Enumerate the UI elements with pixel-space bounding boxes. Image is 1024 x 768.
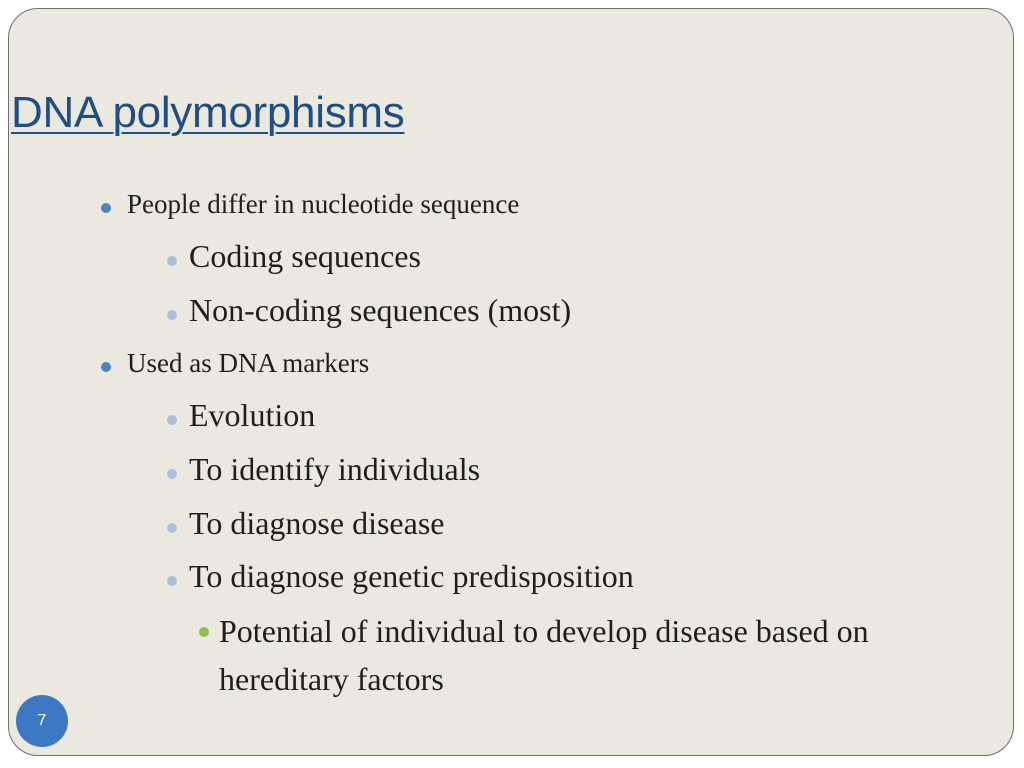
bullet-dot-icon: [167, 576, 177, 586]
bullet-text: To diagnose genetic predisposition: [189, 558, 634, 594]
bullet-text: People differ in nucleotide sequence: [127, 189, 520, 219]
bullet-dot-icon: [167, 469, 177, 479]
bullet-text: Non-coding sequences (most): [189, 292, 572, 328]
bullet-item-level2: [189, 292, 571, 329]
bullet-item-level1: [127, 189, 519, 220]
bullet-dot-icon: [167, 523, 177, 533]
bullet-item-level2: [189, 505, 444, 542]
bullet-dot-icon: [199, 627, 209, 637]
bullet-text: To identify individuals: [189, 451, 481, 487]
bullet-text: Evolution: [189, 397, 316, 433]
bullet-item-level3: [219, 607, 869, 703]
bullet-dot-icon: [101, 203, 111, 213]
bullet-text: Used as DNA markers: [127, 348, 370, 378]
bullet-dot-icon: [167, 310, 177, 320]
bullet-dot-icon: [167, 415, 177, 425]
bullet-item-level1: [127, 348, 369, 379]
slide-title: DNA polymorphisms: [11, 88, 405, 137]
bullet-item-level2: [189, 558, 634, 595]
bullet-text: Coding sequences: [189, 238, 421, 274]
bullet-item-level2: [189, 238, 421, 275]
bullet-text: To diagnose disease: [189, 505, 445, 541]
bullet-text-line1: Potential of individual to develop disease based on: [219, 613, 869, 649]
page-number-badge: [16, 695, 68, 747]
bullet-text-line2: hereditary factors: [219, 661, 444, 697]
bullet-item-level2: [189, 397, 315, 434]
bullet-item-level2: [189, 451, 480, 488]
bullet-dot-icon: [167, 256, 177, 266]
page-number: 7: [37, 712, 47, 729]
bullet-dot-icon: [101, 362, 111, 372]
